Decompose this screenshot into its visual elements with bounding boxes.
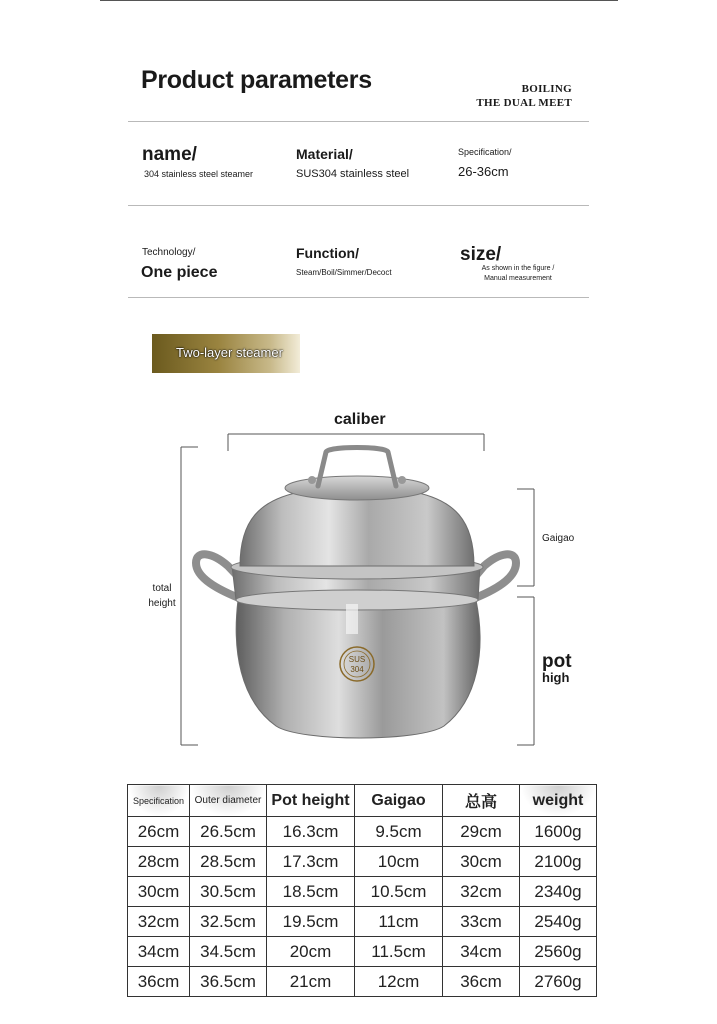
cell: 36cm	[443, 967, 520, 997]
cell: 2340g	[520, 877, 597, 907]
header-outer-diameter: Outer diameter	[190, 785, 267, 817]
size-label: size/	[460, 244, 502, 265]
total-height-dimension	[181, 447, 198, 745]
total-height-line2: height	[148, 598, 176, 609]
page-title: Product parameters	[141, 66, 372, 94]
cell: 1600g	[520, 817, 597, 847]
size-value: As shown in the figure / Manual measurement	[481, 265, 555, 282]
cell: 10cm	[355, 847, 443, 877]
stamp-text-1: SUS	[348, 655, 366, 664]
cell: 34cm	[128, 937, 190, 967]
cell: 34.5cm	[190, 937, 267, 967]
table-row	[128, 907, 597, 937]
cell: 33cm	[443, 907, 520, 937]
total-height-line1: total	[152, 583, 172, 594]
badge-label: Two-layer steamer	[176, 345, 283, 360]
name-label: name/	[142, 144, 197, 165]
cell: 34cm	[443, 937, 520, 967]
lid-vent-right	[398, 476, 406, 484]
header-gaigao: Gaigao	[355, 785, 443, 817]
cell: 2540g	[520, 907, 597, 937]
stamp-text-2: 304	[350, 665, 364, 674]
header-pot-height: Pot height	[267, 785, 355, 817]
cell: 18.5cm	[267, 877, 355, 907]
cell: 26.5cm	[190, 817, 267, 847]
cell: 36.5cm	[190, 967, 267, 997]
pot-high-line2: high	[542, 670, 570, 685]
technology-label: Technology/	[142, 247, 196, 258]
pot-height-dimension	[517, 597, 534, 745]
gaigao-label: Gaigao	[542, 533, 575, 544]
table-row	[128, 937, 597, 967]
cell: 28.5cm	[190, 847, 267, 877]
cell: 36cm	[128, 967, 190, 997]
cell: 9.5cm	[355, 817, 443, 847]
name-value: 304 stainless steel steamer	[144, 169, 254, 179]
cell: 29cm	[443, 817, 520, 847]
header-total-height: 总高	[443, 785, 520, 817]
cell: 30.5cm	[190, 877, 267, 907]
cell: 16.3cm	[267, 817, 355, 847]
cell: 11.5cm	[355, 937, 443, 967]
table-row	[128, 817, 597, 847]
spec-label: Specification/	[458, 147, 512, 157]
spec-value: 26-36cm	[458, 164, 509, 179]
cell: 20cm	[267, 937, 355, 967]
brand-line-2: THE DUAL MEET	[476, 97, 572, 109]
cell: 2100g	[520, 847, 597, 877]
brand-line-1: BOILING	[521, 83, 572, 95]
reflection	[346, 604, 358, 634]
table-row	[128, 967, 597, 997]
material-label: Material/	[296, 146, 353, 162]
spec-table	[127, 784, 597, 997]
material-value: SUS304 stainless steel	[296, 168, 410, 180]
caliber-label: caliber	[334, 411, 386, 428]
table-row	[128, 847, 597, 877]
cell: 32cm	[128, 907, 190, 937]
gaigao-dimension	[517, 489, 534, 586]
cell: 2560g	[520, 937, 597, 967]
cell: 30cm	[128, 877, 190, 907]
cell: 32.5cm	[190, 907, 267, 937]
lid-glass	[285, 476, 429, 500]
cell: 26cm	[128, 817, 190, 847]
function-label: Function/	[296, 245, 359, 261]
table-row	[128, 877, 597, 907]
cell: 10.5cm	[355, 877, 443, 907]
technology-value: One piece	[141, 264, 218, 281]
pot-high-line1: pot	[542, 651, 572, 672]
cell: 12cm	[355, 967, 443, 997]
table-header-row	[128, 785, 597, 817]
function-value: Steam/Boil/Simmer/Decoct	[296, 268, 392, 277]
cell: 28cm	[128, 847, 190, 877]
cell: 17.3cm	[267, 847, 355, 877]
header-weight: weight	[520, 785, 597, 817]
header-specification: Specification	[128, 785, 190, 817]
cell: 21cm	[267, 967, 355, 997]
cell: 32cm	[443, 877, 520, 907]
lid-vent-left	[308, 476, 316, 484]
cell: 30cm	[443, 847, 520, 877]
cell: 11cm	[355, 907, 443, 937]
cell: 19.5cm	[267, 907, 355, 937]
cell: 2760g	[520, 967, 597, 997]
